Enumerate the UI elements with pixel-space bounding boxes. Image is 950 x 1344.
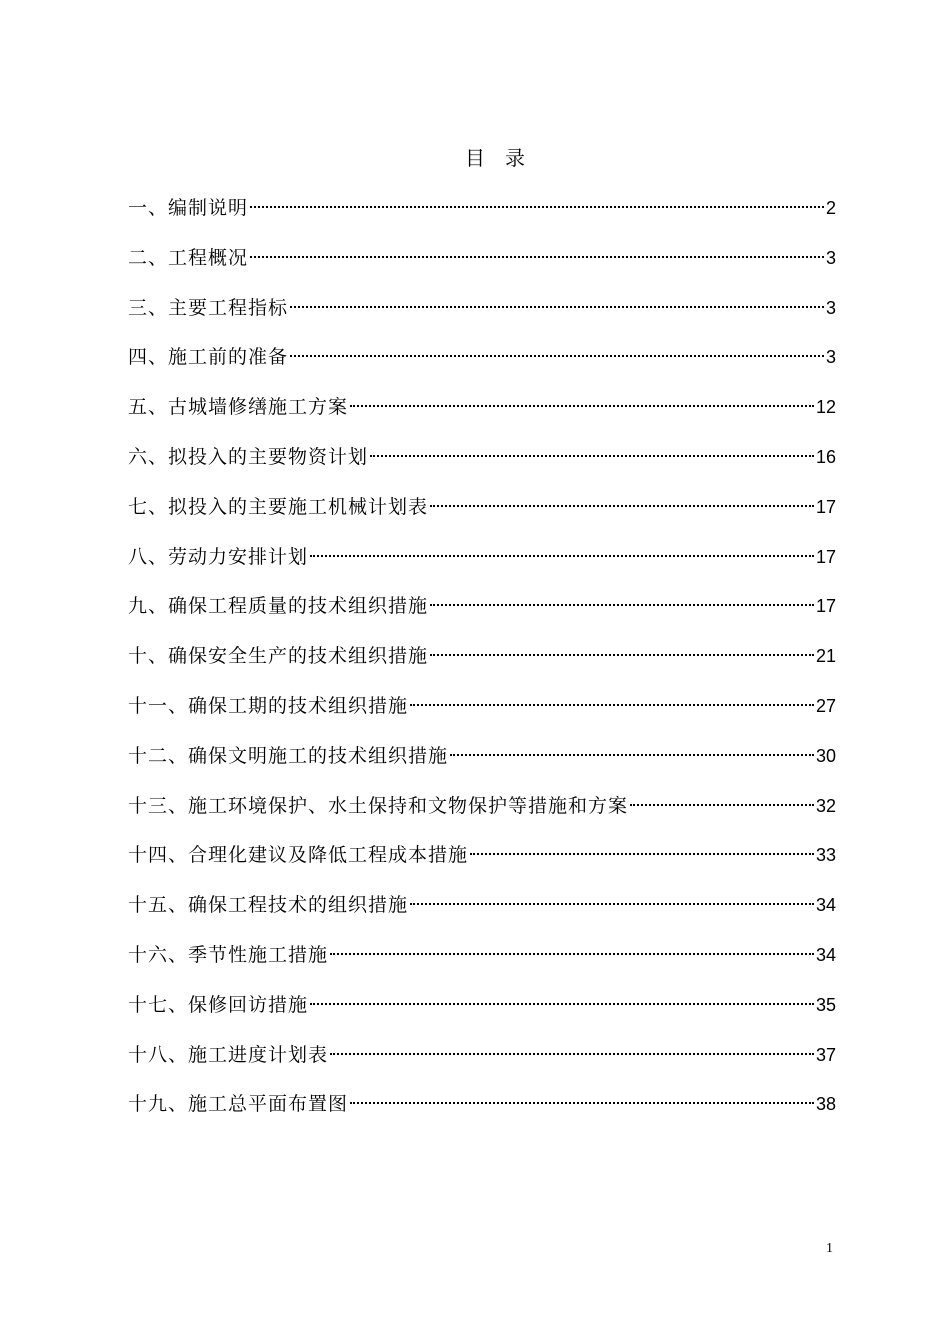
dot-leader xyxy=(430,654,814,656)
toc-entry-label: 十三、施工环境保护、水土保持和文物保护等措施和方案 xyxy=(128,794,629,817)
toc-entry-page: 33 xyxy=(815,845,836,866)
toc-entry-page: 37 xyxy=(815,1044,836,1065)
dot-leader xyxy=(250,206,824,208)
toc-entry-label: 七、拟投入的主要施工机械计划表 xyxy=(128,495,429,518)
dot-leader xyxy=(350,1102,814,1104)
toc-entry[interactable] xyxy=(128,443,836,493)
dot-leader xyxy=(410,704,814,706)
toc-entry[interactable] xyxy=(128,891,836,941)
page-number: 1 xyxy=(826,1241,833,1256)
toc-entry-label: 十六、季节性施工措施 xyxy=(128,943,329,966)
toc-entry-page: 2 xyxy=(825,198,836,218)
toc-entry[interactable] xyxy=(128,543,836,593)
dot-leader xyxy=(290,306,824,308)
toc-entry-label: 十五、确保工程技术的组织措施 xyxy=(128,894,409,917)
toc-entry[interactable] xyxy=(128,1041,836,1091)
toc-entry[interactable] xyxy=(128,393,836,443)
dot-leader xyxy=(450,754,814,756)
toc-entry[interactable] xyxy=(128,841,836,891)
toc-entry-label: 五、古城墙修缮施工方案 xyxy=(128,396,349,419)
toc-entry[interactable] xyxy=(128,592,836,642)
toc-entry[interactable] xyxy=(128,194,836,244)
dot-leader xyxy=(310,555,814,557)
toc-entry-label: 十四、合理化建议及降低工程成本措施 xyxy=(128,844,469,867)
toc-entry-page: 17 xyxy=(815,546,836,567)
toc-entry[interactable] xyxy=(128,692,836,742)
dot-leader xyxy=(470,853,814,855)
toc-entry[interactable] xyxy=(128,244,836,294)
toc-entry-label: 九、确保工程质量的技术组织措施 xyxy=(128,595,429,618)
dot-leader xyxy=(630,804,814,806)
dot-leader xyxy=(290,355,824,357)
toc-entry-page: 38 xyxy=(815,1094,836,1115)
toc-entry-label: 十一、确保工期的技术组织措施 xyxy=(128,694,409,717)
toc-entry-page: 12 xyxy=(815,397,836,418)
toc-entry[interactable] xyxy=(128,941,836,991)
toc-entry-page: 21 xyxy=(815,646,836,667)
toc-entry-label: 四、施工前的准备 xyxy=(128,346,289,369)
toc-entry-page: 34 xyxy=(815,944,836,965)
dot-leader xyxy=(250,256,824,258)
toc-entry-page: 32 xyxy=(815,795,836,816)
toc-entry-label: 十、确保安全生产的技术组织措施 xyxy=(128,645,429,668)
toc-entry[interactable] xyxy=(128,991,836,1041)
toc-entry[interactable] xyxy=(128,1090,836,1140)
toc-entry-page: 35 xyxy=(815,994,836,1015)
toc-entry-page: 16 xyxy=(815,446,836,467)
dot-leader xyxy=(410,903,814,905)
toc-entry-label: 一、编制说明 xyxy=(128,197,249,219)
toc-title: 目录 xyxy=(465,146,545,170)
dot-leader xyxy=(430,505,814,507)
toc-entry-label: 十七、保修回访措施 xyxy=(128,993,309,1016)
toc-entry[interactable] xyxy=(128,493,836,543)
toc-entry-page: 30 xyxy=(815,745,836,766)
toc-entry-page: 3 xyxy=(825,247,836,268)
toc-list xyxy=(128,194,836,1140)
toc-entry-page: 3 xyxy=(825,347,836,368)
toc-entry-page: 27 xyxy=(815,695,836,716)
toc-entry-label: 十二、确保文明施工的技术组织措施 xyxy=(128,744,449,767)
toc-entry[interactable] xyxy=(128,294,836,344)
toc-entry[interactable] xyxy=(128,343,836,393)
toc-entry-page: 17 xyxy=(815,496,836,517)
toc-entry-label: 三、主要工程指标 xyxy=(128,296,289,319)
dot-leader xyxy=(430,604,814,606)
toc-entry[interactable] xyxy=(128,742,836,792)
toc-entry-label: 十九、施工总平面布置图 xyxy=(128,1093,349,1116)
toc-entry-page: 17 xyxy=(815,596,836,617)
toc-entry-page: 34 xyxy=(815,895,836,916)
toc-entry-page: 3 xyxy=(825,297,836,318)
toc-entry-label: 十八、施工进度计划表 xyxy=(128,1043,329,1066)
dot-leader xyxy=(330,953,814,955)
dot-leader xyxy=(330,1053,814,1055)
toc-entry-label: 六、拟投入的主要物资计划 xyxy=(128,445,369,468)
toc-entry[interactable] xyxy=(128,792,836,842)
toc-entry-label: 二、工程概况 xyxy=(128,246,249,269)
toc-entry-label: 八、劳动力安排计划 xyxy=(128,545,309,568)
dot-leader xyxy=(310,1003,814,1005)
dot-leader xyxy=(370,455,814,457)
toc-entry[interactable] xyxy=(128,642,836,692)
dot-leader xyxy=(350,405,814,407)
